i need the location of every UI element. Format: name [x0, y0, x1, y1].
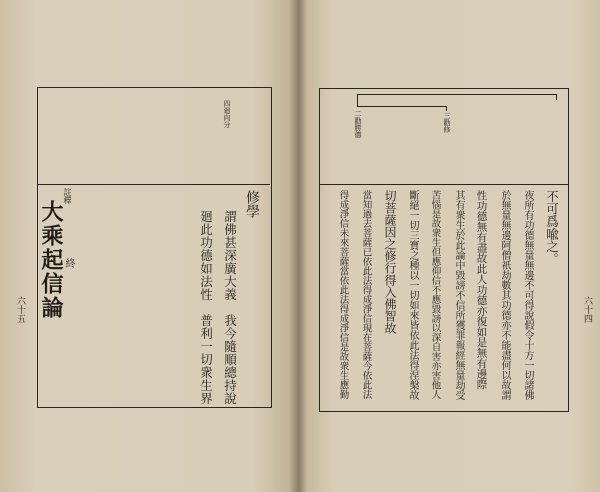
header-note-1: 二勸勝德 [354, 110, 362, 138]
text-col-8: 切菩薩因之修行得入佛智故 [383, 190, 397, 334]
left-page [0, 0, 297, 492]
left-head-col-3: 廻此功德如法性 普利一切衆生界 [198, 210, 214, 405]
header-bracket-right [556, 94, 557, 100]
header-bracket-mid-end [446, 106, 447, 111]
header-bracket-top [357, 94, 557, 95]
right-folio: 六十四 [582, 296, 592, 323]
text-col-2: 夜所有功德無量無邊不可得說假令十方一切諸佛 [522, 190, 533, 400]
right-page [297, 0, 600, 492]
text-col-1: 不可爲喩之。 [544, 190, 560, 265]
text-col-5: 其有衆生於此論中毀謗不信所獲罪報經無量劫受 [453, 190, 464, 400]
text-col-4: 性功德無有盡故此人功德亦復如是無有邊際 [475, 190, 488, 390]
left-folio: 六十五 [15, 296, 25, 323]
book-title: 大乘起信論 [38, 200, 64, 320]
left-head-col-2: 謂佛甚深廣大義 我今隨順總持說 [222, 210, 238, 405]
book-gutter-shadow [289, 0, 307, 492]
text-col-6: 苦惱是故衆生但應仰信不應毀謗以深自害亦害他人 [429, 190, 441, 399]
text-col-10: 得成淨信未來菩薩當依此法得成淨信是故衆生應勤 [337, 190, 349, 399]
text-col-3: 於無量無邊阿僧祇劫數其功德亦不能盡何以故謂 [499, 190, 510, 400]
left-head-col-1: 修學 [244, 190, 260, 218]
title-suffix: 終 [63, 258, 74, 268]
text-col-7: 斷絕一切三寶之種以一切如來皆依此法得涅槃故 [407, 190, 418, 400]
title-prefix: 註釋 [63, 188, 72, 204]
section-note-top: 四廻向分 [223, 100, 231, 128]
right-header-rule [319, 184, 568, 185]
header-note-2: 三勸修 [443, 112, 451, 133]
header-bracket-mid [357, 106, 447, 107]
header-bracket-stub [357, 94, 358, 106]
text-col-9: 當知過去菩薩已依此法得成淨信現在菩薩今依此法 [360, 190, 372, 399]
